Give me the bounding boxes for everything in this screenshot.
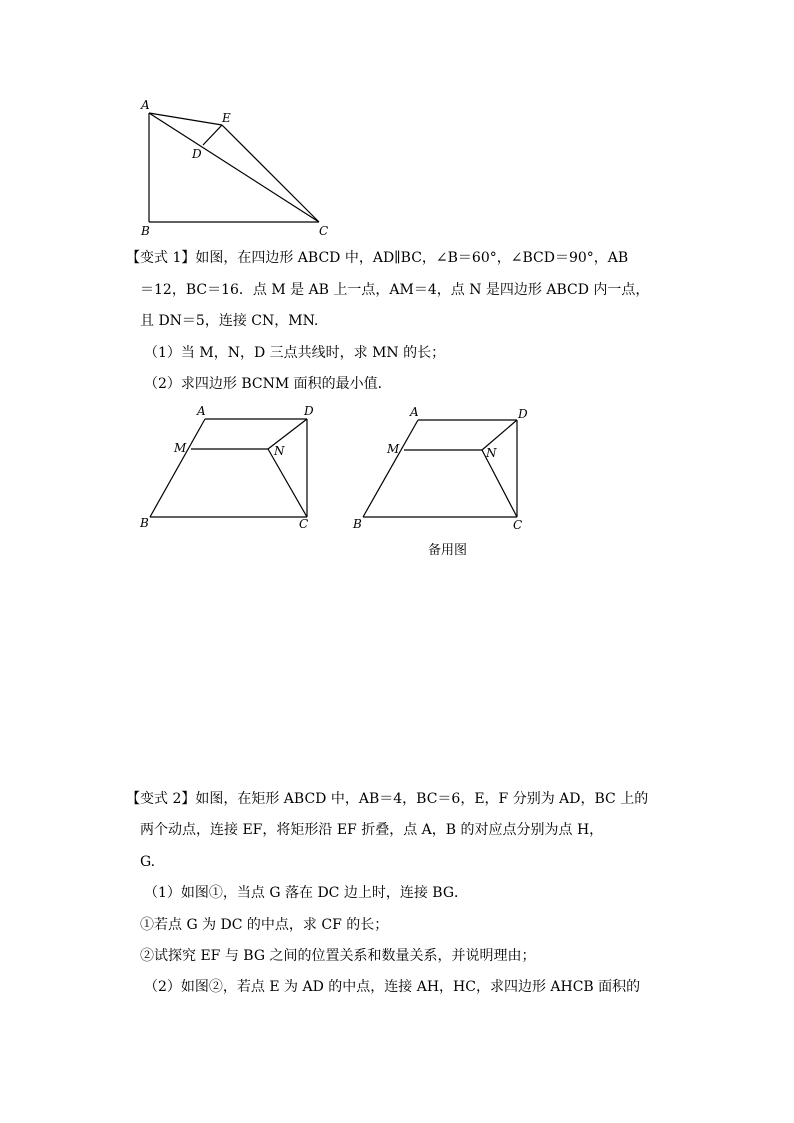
variant1-line-2: ＝12，BC＝16．点 M 是 AB 上一点，AM＝4，点 N 是四边形 ABCD 内一点，: [140, 282, 650, 298]
label-D: D: [304, 404, 314, 418]
variant1-backup-figure-svg: [349, 400, 549, 535]
label-A: A: [141, 98, 150, 112]
label-N: N: [486, 446, 497, 460]
label-N: N: [274, 444, 285, 458]
variant1-line-1: 【变式 1】如图，在四边形 ABCD 中，AD∥BC，∠B＝60°，∠BCD＝90°，AB: [126, 250, 629, 266]
figure-top: [130, 95, 350, 245]
label-C: C: [299, 517, 309, 531]
label-B: B: [140, 516, 149, 530]
variant2-question-1: （1）如图①，当点 G 落在 DC 边上时，连接 BG．: [144, 885, 469, 901]
variant1-figure-svg: [135, 400, 335, 535]
label-M: M: [387, 442, 400, 456]
label-D: D: [192, 147, 202, 161]
label-B: B: [141, 224, 150, 238]
label-C: C: [513, 518, 523, 532]
label-M: M: [174, 441, 187, 455]
variant1-figure: [135, 400, 335, 535]
variant2-line-1: 【变式 2】如图，在矩形 ABCD 中，AB＝4，BC＝6，E，F 分别为 AD，BC 上的: [126, 791, 649, 807]
variant1-line-3: 且 DN＝5，连接 CN，MN.: [140, 313, 319, 329]
label-E: E: [222, 111, 231, 125]
variant2-question-2: （2）如图②，若点 E 为 AD 的中点，连接 AH，HC，求四边形 AHCB 面积的: [144, 979, 641, 995]
variant1-question-1: （1）当 M，N，D 三点共线时，求 MN 的长；: [144, 345, 446, 361]
label-D: D: [518, 407, 528, 421]
variant2-question-1-part-2: ②试探究 EF 与 BG 之间的位置关系和数量关系，并说明理由；: [140, 948, 536, 964]
backup-figure-caption: 备用图: [428, 543, 468, 558]
figure-top-svg: [130, 95, 350, 245]
label-B: B: [353, 517, 362, 531]
label-C: C: [319, 224, 329, 238]
variant2-question-1-part-1: ①若点 G 为 DC 的中点，求 CF 的长；: [140, 917, 389, 933]
label-A: A: [197, 404, 206, 418]
variant1-question-2: （2）求四边形 BCNM 面积的最小值．: [144, 376, 392, 392]
variant2-line-2: 两个动点，连接 EF，将矩形沿 EF 折叠，点 A，B 的对应点分别为点 H，: [140, 822, 604, 838]
label-A: A: [410, 405, 419, 419]
variant1-backup-figure: [349, 400, 549, 535]
variant2-line-3: G.: [140, 854, 156, 870]
